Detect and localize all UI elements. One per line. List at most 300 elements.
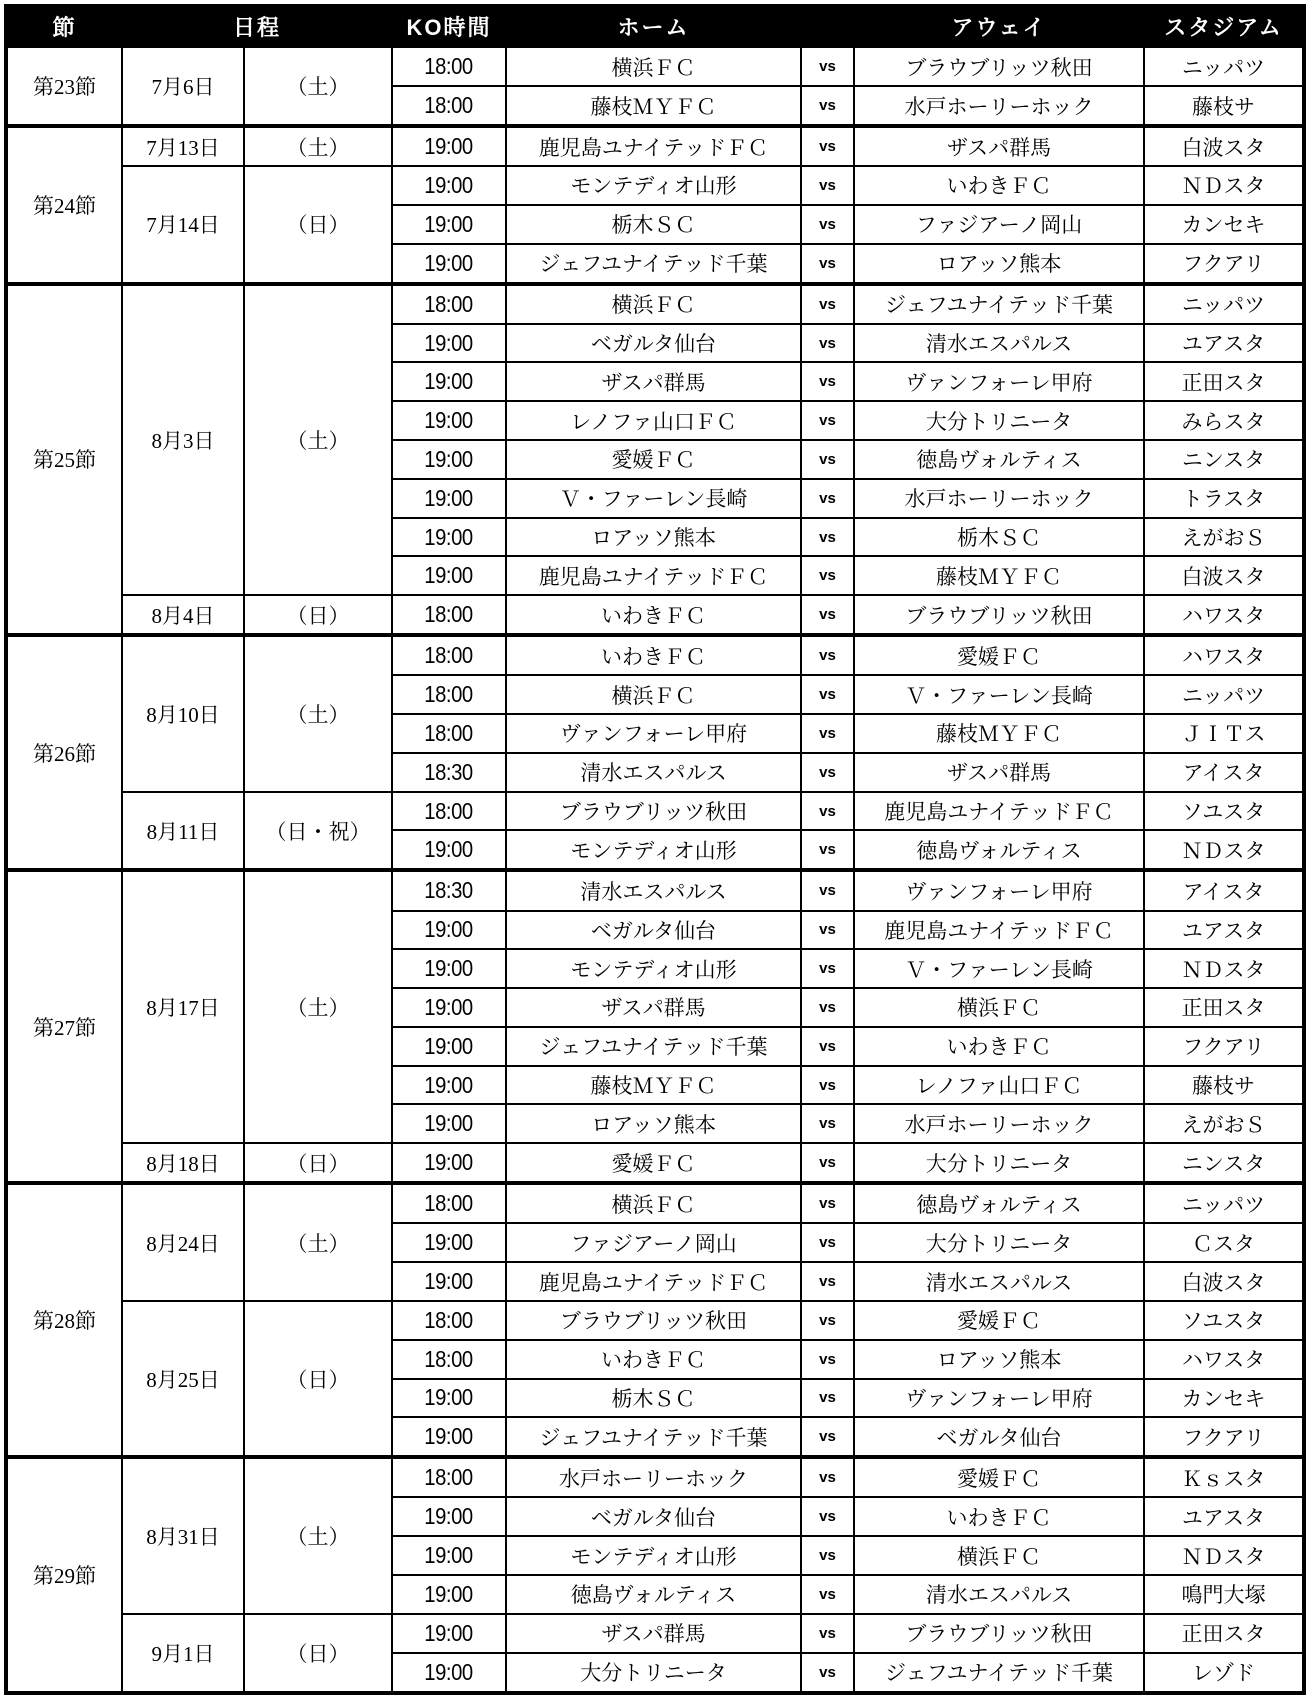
kickoff-time-cell: [392, 324, 506, 363]
date-cell: 7月14日: [122, 166, 244, 284]
away-team-cell: 藤枝ＭＹＦＣ: [854, 714, 1144, 753]
stadium-cell: ユアスタ: [1144, 324, 1304, 363]
stadium-cell: えがおＳ: [1144, 1104, 1304, 1143]
vs-cell: vs: [801, 1183, 854, 1223]
vs-cell: vs: [801, 675, 854, 714]
match-row: [6, 284, 1304, 324]
kickoff-time-cell-text: 19:00: [424, 1503, 474, 1530]
stadium-cell: トラスタ: [1144, 479, 1304, 518]
stadium-cell: 藤枝サ: [1144, 1066, 1304, 1105]
vs-cell: vs: [801, 792, 854, 831]
date-cell: 8月10日: [122, 635, 244, 791]
kickoff-time-cell: [392, 1536, 506, 1575]
home-team-cell: 水戸ホーリーホック: [506, 1457, 801, 1497]
stadium-cell: 正田スタ: [1144, 1614, 1304, 1653]
away-team-cell: ザスパ群馬: [854, 753, 1144, 792]
home-team-cell: いわきＦＣ: [506, 595, 801, 635]
vs-cell: vs: [801, 479, 854, 518]
vs-cell: vs: [801, 1301, 854, 1340]
stadium-cell: ユアスタ: [1144, 911, 1304, 950]
home-team-cell: ヴァンフォーレ甲府: [506, 714, 801, 753]
table-body: [6, 46, 1304, 1693]
vs-cell: vs: [801, 635, 854, 675]
kickoff-time-cell-text: 18:00: [424, 1306, 474, 1333]
kickoff-time-cell-text: 18:30: [424, 758, 474, 785]
vs-cell: vs: [801, 362, 854, 401]
kickoff-time-cell: [392, 792, 506, 831]
kickoff-time-cell: [392, 1457, 506, 1497]
match-row: [6, 1143, 1304, 1183]
kickoff-time-cell-text: 19:00: [424, 1658, 474, 1685]
round-cell: 第25節: [6, 284, 122, 636]
stadium-cell: アイスタ: [1144, 753, 1304, 792]
match-row: [6, 166, 1304, 205]
kickoff-time-cell: [392, 401, 506, 440]
vs-cell: vs: [801, 911, 854, 950]
kickoff-time-cell-text: 19:00: [424, 523, 474, 550]
away-team-cell: 清水エスパルス: [854, 1575, 1144, 1614]
kickoff-time-cell-text: 19:00: [424, 445, 474, 472]
vs-cell: vs: [801, 870, 854, 910]
stadium-cell: ＮＤスタ: [1144, 1536, 1304, 1575]
header-stadium: スタジアム: [1144, 6, 1304, 46]
vs-cell: vs: [801, 205, 854, 244]
home-team-cell: 藤枝ＭＹＦＣ: [506, 86, 801, 126]
away-team-cell: 藤枝ＭＹＦＣ: [854, 556, 1144, 595]
kickoff-time-cell: [392, 1183, 506, 1223]
match-row: [6, 126, 1304, 166]
home-team-cell: 清水エスパルス: [506, 753, 801, 792]
kickoff-time-cell-text: 18:00: [424, 797, 474, 824]
kickoff-time-cell-text: 19:00: [424, 1619, 474, 1646]
round-cell: 第27節: [6, 870, 122, 1183]
stadium-cell: えがおＳ: [1144, 518, 1304, 557]
home-team-cell: モンテディオ山形: [506, 1536, 801, 1575]
home-team-cell: ザスパ群馬: [506, 1614, 801, 1653]
kickoff-time-cell: [392, 1301, 506, 1340]
stadium-cell: 白波スタ: [1144, 126, 1304, 166]
kickoff-time-cell: [392, 714, 506, 753]
day-of-week-cell: （日）: [244, 1143, 392, 1183]
home-team-cell: ロアッソ熊本: [506, 518, 801, 557]
away-team-cell: ヴァンフォーレ甲府: [854, 362, 1144, 401]
stadium-cell: ＮＤスタ: [1144, 830, 1304, 870]
day-of-week-cell: （土）: [244, 284, 392, 596]
day-of-week-cell: （土）: [244, 1457, 392, 1613]
home-team-cell: レノファ山口ＦＣ: [506, 401, 801, 440]
round-cell: 第23節: [6, 46, 122, 126]
away-team-cell: 愛媛ＦＣ: [854, 1457, 1144, 1497]
stadium-cell: ＪＩＴス: [1144, 714, 1304, 753]
kickoff-time-cell-text: 19:00: [424, 1229, 474, 1256]
header-ko-time: KO時間: [392, 6, 506, 46]
kickoff-time-cell-text: 19:00: [424, 1110, 474, 1137]
kickoff-time-cell-text: 18:00: [424, 719, 474, 746]
away-team-cell: 徳島ヴォルティス: [854, 1183, 1144, 1223]
match-row: [6, 1457, 1304, 1497]
date-cell: 8月18日: [122, 1143, 244, 1183]
kickoff-time-cell-text: 18:00: [424, 1345, 474, 1372]
header-date: 日程: [122, 6, 392, 46]
home-team-cell: 鹿児島ユナイテッドＦＣ: [506, 556, 801, 595]
vs-cell: vs: [801, 1104, 854, 1143]
vs-cell: vs: [801, 714, 854, 753]
stadium-cell: フクアリ: [1144, 244, 1304, 284]
home-team-cell: 横浜ＦＣ: [506, 46, 801, 86]
home-team-cell: 愛媛ＦＣ: [506, 1143, 801, 1183]
kickoff-time-cell: [392, 949, 506, 988]
header-home: ホーム: [506, 6, 801, 46]
stadium-cell: ニンスタ: [1144, 1143, 1304, 1183]
vs-cell: vs: [801, 1536, 854, 1575]
away-team-cell: いわきＦＣ: [854, 1497, 1144, 1536]
kickoff-time-cell-text: 18:00: [424, 642, 474, 669]
header-row: [6, 6, 1304, 46]
stadium-cell: Ｋｓスタ: [1144, 1457, 1304, 1497]
home-team-cell: ベガルタ仙台: [506, 1497, 801, 1536]
kickoff-time-cell: [392, 284, 506, 324]
kickoff-time-cell: [392, 988, 506, 1027]
kickoff-time-cell: [392, 1027, 506, 1066]
kickoff-time-cell-text: 19:00: [424, 1071, 474, 1098]
away-team-cell: 清水エスパルス: [854, 1262, 1144, 1301]
kickoff-time-cell-text: 19:00: [424, 210, 474, 237]
home-team-cell: 栃木ＳＣ: [506, 205, 801, 244]
match-row: [6, 870, 1304, 910]
kickoff-time-cell-text: 18:00: [424, 1464, 474, 1491]
stadium-cell: 白波スタ: [1144, 1262, 1304, 1301]
stadium-cell: レゾド: [1144, 1653, 1304, 1693]
kickoff-time-cell-text: 19:00: [424, 916, 474, 943]
date-cell: 8月25日: [122, 1301, 244, 1457]
kickoff-time-cell: [392, 518, 506, 557]
round-cell: 第24節: [6, 126, 122, 284]
kickoff-time-cell-text: 19:00: [424, 993, 474, 1020]
away-team-cell: 愛媛ＦＣ: [854, 635, 1144, 675]
header-round: 節: [6, 6, 122, 46]
vs-cell: vs: [801, 1614, 854, 1653]
stadium-cell: ＮＤスタ: [1144, 166, 1304, 205]
home-team-cell: 鹿児島ユナイテッドＦＣ: [506, 126, 801, 166]
kickoff-time-cell: [392, 1143, 506, 1183]
away-team-cell: いわきＦＣ: [854, 166, 1144, 205]
kickoff-time-cell: [392, 1340, 506, 1379]
stadium-cell: 鳴門大塚: [1144, 1575, 1304, 1614]
home-team-cell: ファジアーノ岡山: [506, 1223, 801, 1262]
stadium-cell: ソユスタ: [1144, 1301, 1304, 1340]
vs-cell: vs: [801, 401, 854, 440]
away-team-cell: ジェフユナイテッド千葉: [854, 1653, 1144, 1693]
match-row: [6, 635, 1304, 675]
header-away: アウェイ: [854, 6, 1144, 46]
away-team-cell: 栃木ＳＣ: [854, 518, 1144, 557]
vs-cell: vs: [801, 440, 854, 479]
vs-cell: vs: [801, 1340, 854, 1379]
match-row: [6, 46, 1304, 86]
kickoff-time-cell-text: 19:00: [424, 171, 474, 198]
vs-cell: vs: [801, 244, 854, 284]
kickoff-time-cell: [392, 244, 506, 284]
home-team-cell: ベガルタ仙台: [506, 911, 801, 950]
match-schedule-table: [4, 4, 1306, 1695]
kickoff-time-cell-text: 19:00: [424, 1542, 474, 1569]
away-team-cell: 愛媛ＦＣ: [854, 1301, 1144, 1340]
vs-cell: vs: [801, 324, 854, 363]
stadium-cell: 正田スタ: [1144, 362, 1304, 401]
home-team-cell: ジェフユナイテッド千葉: [506, 1417, 801, 1457]
day-of-week-cell: （土）: [244, 1183, 392, 1301]
stadium-cell: アイスタ: [1144, 870, 1304, 910]
vs-cell: vs: [801, 166, 854, 205]
stadium-cell: ハワスタ: [1144, 635, 1304, 675]
vs-cell: vs: [801, 1457, 854, 1497]
day-of-week-cell: （土）: [244, 870, 392, 1143]
stadium-cell: ＮＤスタ: [1144, 949, 1304, 988]
kickoff-time-cell-text: 18:00: [424, 92, 474, 119]
kickoff-time-cell: [392, 205, 506, 244]
away-team-cell: ロアッソ熊本: [854, 244, 1144, 284]
home-team-cell: 愛媛ＦＣ: [506, 440, 801, 479]
kickoff-time-cell-text: 19:00: [424, 955, 474, 982]
kickoff-time-cell-text: 19:00: [424, 1032, 474, 1059]
vs-cell: vs: [801, 1027, 854, 1066]
kickoff-time-cell-text: 18:00: [424, 1190, 474, 1217]
kickoff-time-cell: [392, 1575, 506, 1614]
kickoff-time-cell: [392, 595, 506, 635]
away-team-cell: ジェフユナイテッド千葉: [854, 284, 1144, 324]
away-team-cell: 水戸ホーリーホック: [854, 1104, 1144, 1143]
home-team-cell: ロアッソ熊本: [506, 1104, 801, 1143]
away-team-cell: いわきＦＣ: [854, 1027, 1144, 1066]
match-row: [6, 1614, 1304, 1653]
away-team-cell: ザスパ群馬: [854, 126, 1144, 166]
vs-cell: vs: [801, 1575, 854, 1614]
kickoff-time-cell-text: 19:00: [424, 1149, 474, 1176]
date-cell: 8月31日: [122, 1457, 244, 1613]
away-team-cell: 水戸ホーリーホック: [854, 86, 1144, 126]
away-team-cell: レノファ山口ＦＣ: [854, 1066, 1144, 1105]
kickoff-time-cell: [392, 126, 506, 166]
kickoff-time-cell: [392, 1614, 506, 1653]
vs-cell: vs: [801, 46, 854, 86]
home-team-cell: 徳島ヴォルティス: [506, 1575, 801, 1614]
kickoff-time-cell-text: 18:00: [424, 53, 474, 79]
vs-cell: vs: [801, 830, 854, 870]
header-vs: [801, 6, 854, 46]
round-cell: 第28節: [6, 1183, 122, 1457]
kickoff-time-cell: [392, 1104, 506, 1143]
vs-cell: vs: [801, 86, 854, 126]
match-row: [6, 595, 1304, 635]
stadium-cell: ニンスタ: [1144, 440, 1304, 479]
vs-cell: vs: [801, 284, 854, 324]
kickoff-time-cell-text: 19:00: [424, 1268, 474, 1294]
kickoff-time-cell-text: 19:00: [424, 407, 474, 434]
kickoff-time-cell: [392, 1066, 506, 1105]
vs-cell: vs: [801, 753, 854, 792]
kickoff-time-cell: [392, 870, 506, 910]
home-team-cell: ジェフユナイテッド千葉: [506, 244, 801, 284]
date-cell: 7月6日: [122, 46, 244, 126]
kickoff-time-cell: [392, 1497, 506, 1536]
kickoff-time-cell: [392, 635, 506, 675]
vs-cell: vs: [801, 518, 854, 557]
vs-cell: vs: [801, 1379, 854, 1418]
away-team-cell: 鹿児島ユナイテッドＦＣ: [854, 911, 1144, 950]
vs-cell: vs: [801, 988, 854, 1027]
home-team-cell: モンテディオ山形: [506, 830, 801, 870]
kickoff-time-cell-text: 19:00: [424, 368, 474, 395]
day-of-week-cell: （土）: [244, 635, 392, 791]
away-team-cell: ブラウブリッツ秋田: [854, 46, 1144, 86]
day-of-week-cell: （日）: [244, 595, 392, 635]
stadium-cell: ニッパツ: [1144, 675, 1304, 714]
date-cell: 8月24日: [122, 1183, 244, 1301]
home-team-cell: いわきＦＣ: [506, 1340, 801, 1379]
away-team-cell: ヴァンフォーレ甲府: [854, 1379, 1144, 1418]
kickoff-time-cell: [392, 675, 506, 714]
kickoff-time-cell: [392, 440, 506, 479]
home-team-cell: 藤枝ＭＹＦＣ: [506, 1066, 801, 1105]
away-team-cell: Ｖ・ファーレン長崎: [854, 675, 1144, 714]
away-team-cell: 清水エスパルス: [854, 324, 1144, 363]
vs-cell: vs: [801, 1497, 854, 1536]
stadium-cell: ユアスタ: [1144, 1497, 1304, 1536]
kickoff-time-cell-text: 19:00: [424, 329, 474, 356]
date-cell: 8月3日: [122, 284, 244, 596]
kickoff-time-cell-text: 19:00: [424, 562, 474, 589]
away-team-cell: ファジアーノ岡山: [854, 205, 1144, 244]
kickoff-time-cell-text: 19:00: [424, 249, 474, 276]
kickoff-time-cell: [392, 1223, 506, 1262]
kickoff-time-cell-text: 19:00: [424, 484, 474, 511]
stadium-cell: フクアリ: [1144, 1027, 1304, 1066]
away-team-cell: 徳島ヴォルティス: [854, 440, 1144, 479]
away-team-cell: ブラウブリッツ秋田: [854, 1614, 1144, 1653]
stadium-cell: ニッパツ: [1144, 1183, 1304, 1223]
home-team-cell: いわきＦＣ: [506, 635, 801, 675]
away-team-cell: 徳島ヴォルティス: [854, 830, 1144, 870]
round-cell: 第26節: [6, 635, 122, 870]
kickoff-time-cell: [392, 830, 506, 870]
away-team-cell: 大分トリニータ: [854, 401, 1144, 440]
home-team-cell: ジェフユナイテッド千葉: [506, 1027, 801, 1066]
home-team-cell: 栃木ＳＣ: [506, 1379, 801, 1418]
stadium-cell: フクアリ: [1144, 1417, 1304, 1457]
round-cell: 第29節: [6, 1457, 122, 1693]
kickoff-time-cell-text: 19:00: [424, 133, 474, 160]
away-team-cell: ロアッソ熊本: [854, 1340, 1144, 1379]
stadium-cell: 白波スタ: [1144, 556, 1304, 595]
stadium-cell: 正田スタ: [1144, 988, 1304, 1027]
stadium-cell: ニッパツ: [1144, 284, 1304, 324]
home-team-cell: ベガルタ仙台: [506, 324, 801, 363]
home-team-cell: モンテディオ山形: [506, 166, 801, 205]
kickoff-time-cell: [392, 362, 506, 401]
kickoff-time-cell-text: 19:00: [424, 1580, 474, 1607]
home-team-cell: ザスパ群馬: [506, 988, 801, 1027]
away-team-cell: ヴァンフォーレ甲府: [854, 870, 1144, 910]
stadium-cell: ハワスタ: [1144, 1340, 1304, 1379]
kickoff-time-cell-text: 18:00: [424, 601, 474, 628]
home-team-cell: ブラウブリッツ秋田: [506, 1301, 801, 1340]
kickoff-time-cell: [392, 479, 506, 518]
kickoff-time-cell-text: 18:00: [424, 290, 474, 317]
home-team-cell: 横浜ＦＣ: [506, 675, 801, 714]
date-cell: 8月17日: [122, 870, 244, 1143]
away-team-cell: Ｖ・ファーレン長崎: [854, 949, 1144, 988]
kickoff-time-cell: [392, 166, 506, 205]
kickoff-time-cell-text: 19:00: [424, 836, 474, 863]
home-team-cell: ブラウブリッツ秋田: [506, 792, 801, 831]
kickoff-time-cell-text: 18:00: [424, 681, 474, 708]
table-header: [6, 6, 1304, 46]
kickoff-time-cell: [392, 1379, 506, 1418]
away-team-cell: 横浜ＦＣ: [854, 988, 1144, 1027]
kickoff-time-cell-text: 19:00: [424, 1423, 474, 1450]
kickoff-time-cell: [392, 911, 506, 950]
vs-cell: vs: [801, 1066, 854, 1105]
vs-cell: vs: [801, 126, 854, 166]
kickoff-time-cell-text: 18:30: [424, 877, 474, 904]
kickoff-time-cell: [392, 753, 506, 792]
day-of-week-cell: （日・祝）: [244, 792, 392, 871]
stadium-cell: ニッパツ: [1144, 46, 1304, 86]
home-team-cell: ザスパ群馬: [506, 362, 801, 401]
date-cell: 9月1日: [122, 1614, 244, 1693]
vs-cell: vs: [801, 595, 854, 635]
away-team-cell: 大分トリニータ: [854, 1223, 1144, 1262]
stadium-cell: 藤枝サ: [1144, 86, 1304, 126]
stadium-cell: カンセキ: [1144, 1379, 1304, 1418]
stadium-cell: みらスタ: [1144, 401, 1304, 440]
stadium-cell: Ｃスタ: [1144, 1223, 1304, 1262]
day-of-week-cell: （土）: [244, 46, 392, 126]
vs-cell: vs: [801, 556, 854, 595]
home-team-cell: 鹿児島ユナイテッドＦＣ: [506, 1262, 801, 1301]
stadium-cell: ハワスタ: [1144, 595, 1304, 635]
vs-cell: vs: [801, 1417, 854, 1457]
match-row: [6, 1183, 1304, 1223]
home-team-cell: 清水エスパルス: [506, 870, 801, 910]
vs-cell: vs: [801, 949, 854, 988]
day-of-week-cell: （日）: [244, 166, 392, 284]
date-cell: 7月13日: [122, 126, 244, 166]
vs-cell: vs: [801, 1143, 854, 1183]
away-team-cell: 大分トリニータ: [854, 1143, 1144, 1183]
home-team-cell: Ｖ・ファーレン長崎: [506, 479, 801, 518]
day-of-week-cell: （日）: [244, 1614, 392, 1693]
away-team-cell: 水戸ホーリーホック: [854, 479, 1144, 518]
day-of-week-cell: （土）: [244, 126, 392, 166]
home-team-cell: 横浜ＦＣ: [506, 284, 801, 324]
day-of-week-cell: （日）: [244, 1301, 392, 1457]
match-row: [6, 1301, 1304, 1340]
home-team-cell: 横浜ＦＣ: [506, 1183, 801, 1223]
stadium-cell: カンセキ: [1144, 205, 1304, 244]
away-team-cell: ベガルタ仙台: [854, 1417, 1144, 1457]
kickoff-time-cell: [392, 1417, 506, 1457]
away-team-cell: ブラウブリッツ秋田: [854, 595, 1144, 635]
away-team-cell: 鹿児島ユナイテッドＦＣ: [854, 792, 1144, 831]
kickoff-time-cell-text: 19:00: [424, 1384, 474, 1411]
away-team-cell: 横浜ＦＣ: [854, 1536, 1144, 1575]
kickoff-time-cell: [392, 46, 506, 86]
vs-cell: vs: [801, 1262, 854, 1301]
kickoff-time-cell: [392, 1262, 506, 1301]
home-team-cell: モンテディオ山形: [506, 949, 801, 988]
kickoff-time-cell: [392, 556, 506, 595]
